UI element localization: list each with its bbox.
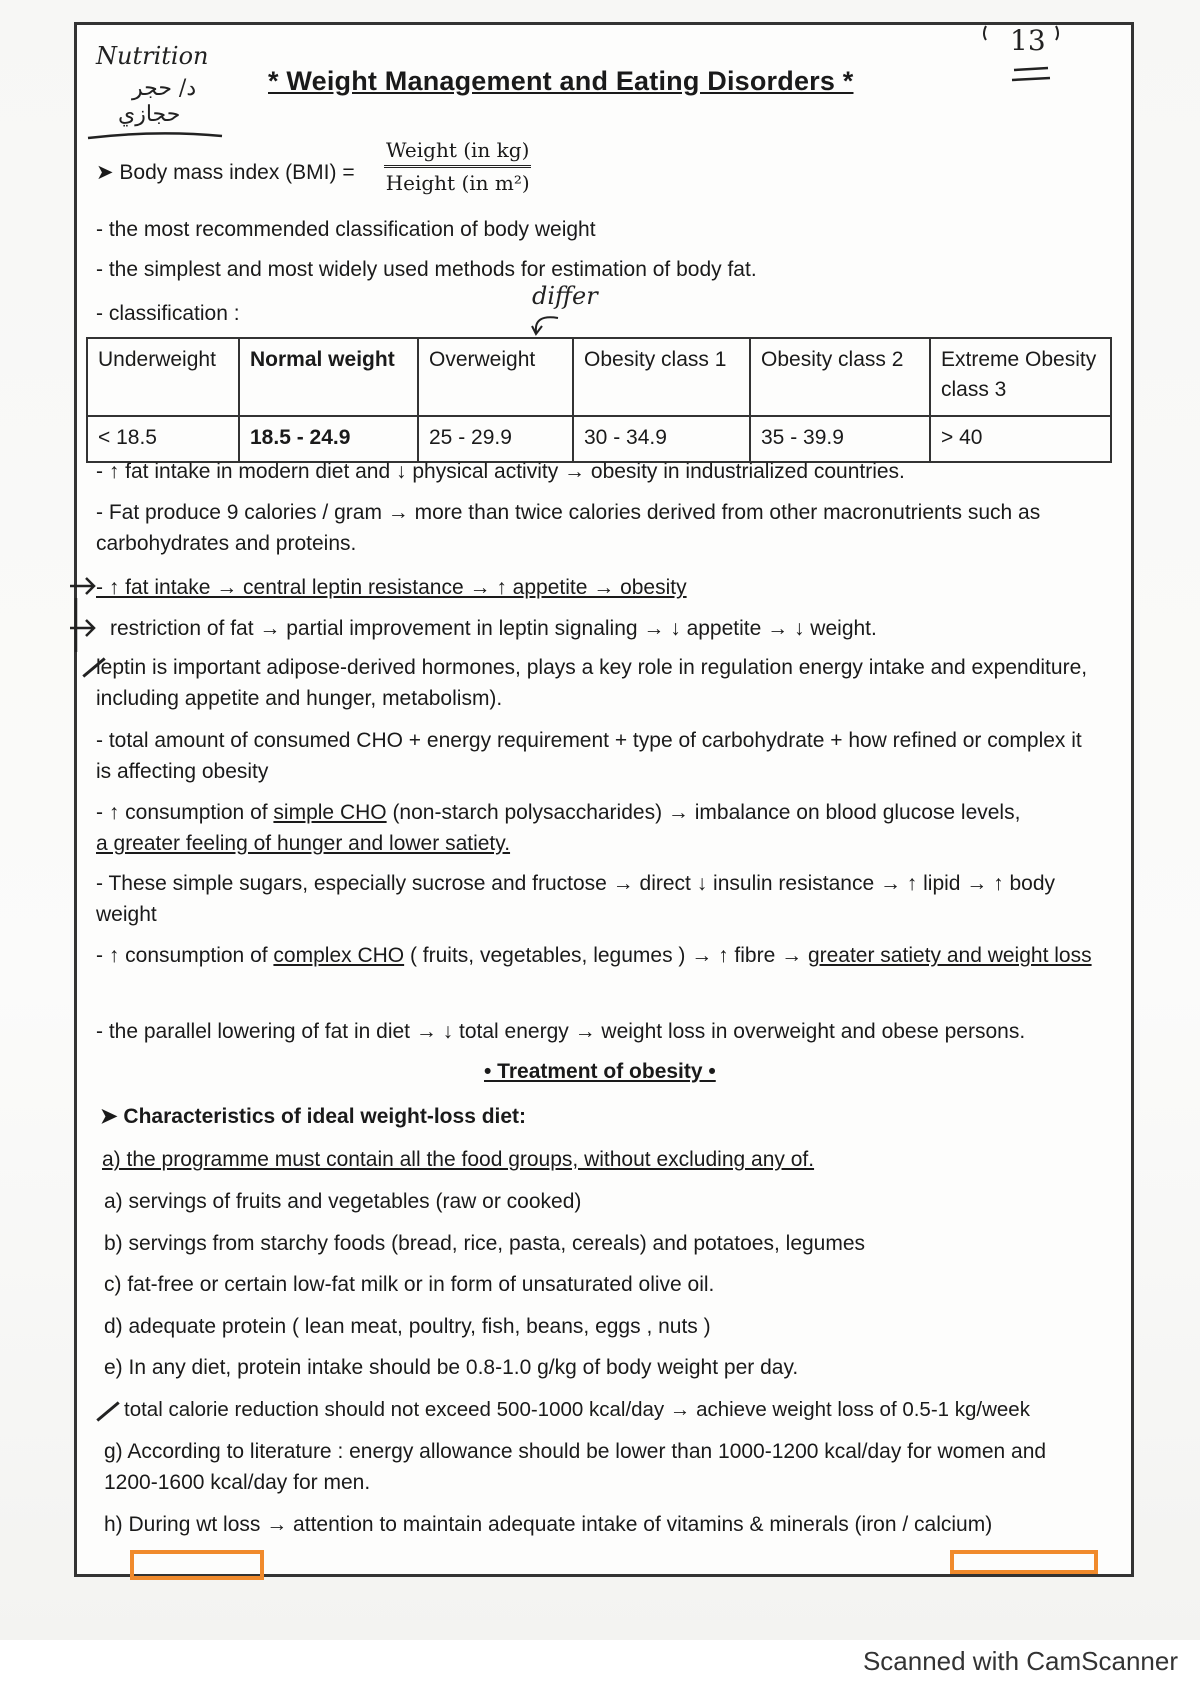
simple-cho-text-1: - ↑ consumption of [96,801,274,824]
handwritten-arabic-note-2: حجازي [118,102,181,127]
bmi-label: ➤ Body mass index (BMI) = [96,161,355,184]
handwritten-underline [86,128,226,142]
value-overweight: 25 - 29.9 [418,416,573,462]
treatment-heading: • Treatment of obesity • [484,1060,716,1083]
treatment-subheading: ➤ Characteristics of ideal weight-loss diet: [100,1105,527,1128]
header-extreme-obesity: Extreme Obesity class 3 [930,338,1111,416]
header-obesity-class-1: Obesity class 1 [573,338,750,416]
value-obesity-class-1: 30 - 34.9 [573,416,750,462]
intro-line-3: - classification : [96,302,240,325]
value-underweight: < 18.5 [87,416,239,462]
point-complex-cho [96,940,1096,971]
point-leptin-resistance: - ↑ fat intake → central leptin resistance → ↑ appetite → obesity [96,576,687,599]
bmi-fraction [384,138,531,195]
diet-item-g: g) According to literature : energy allowance should be lower than 1000-1200 kcal/day for women and 1200-1600 kcal/day for men. [104,1440,1047,1494]
point-total-cho: - total amount of consumed CHO + energy requirement + type of carbohydrate + how refined or complex it is affecting obesity [96,729,1082,783]
bmi-classification-table [86,337,1112,463]
handwritten-differ-note: differ [532,282,598,310]
point-simple-sugars: - These simple sugars, especially sucrose and fructose → direct ↓ insulin resistance → ↑ lipid → ↑ body weight [96,872,1056,926]
handwritten-nutrition-note: Nutrition [96,42,209,70]
highlight-box-left [130,1550,264,1580]
diet-item-h: h) During wt loss → attention to maintain adequate intake of vitamins & minerals (iron / calcium) [104,1513,993,1536]
bmi-denominator: Height (in m²) [385,171,530,195]
complex-cho-effect: greater satiety and weight loss [807,944,1092,967]
diet-item-a: a) servings of fruits and vegetables (raw or cooked) [104,1190,582,1213]
point-leptin-hormone: leptin is important adipose-derived hormones, plays a key role in regulation energy intake and expenditure, including appetite and hunger, metabolism). [96,656,1088,710]
point-fat-calories: - Fat produce 9 calories / gram → more than twice calories derived from other macronutrients such as carbohydrates and proteins. [96,501,1041,555]
bmi-numerator: Weight (in kg) [384,138,531,168]
table-header-row [87,338,1111,416]
value-obesity-class-2: 35 - 39.9 [750,416,930,462]
treatment-intro: a) the programme must contain all the food groups, without excluding any of. [102,1148,815,1171]
simple-cho-term: simple CHO [273,801,387,824]
page-number-marks [978,22,1068,88]
header-overweight: Overweight [418,338,573,416]
diet-item-f: total calorie reduction should not exceed 500-1000 kcal/day → achieve weight loss of 0.5-1 kg/week [124,1398,1030,1421]
point-lowering-fat: - the parallel lowering of fat in diet → ↓ total energy → weight loss in overweight and obese persons. [96,1020,1026,1043]
diet-item-d: d) adequate protein ( lean meat, poultry, fish, beans, eggs , nuts ) [104,1315,711,1338]
intro-line-2: - the simplest and most widely used methods for estimation of body fat. [96,258,757,281]
value-normal-weight: 18.5 - 24.9 [239,416,418,462]
simple-cho-text-2: (non-starch polysaccharides) → imbalance on blood glucose levels, [386,801,1021,824]
diet-item-b: b) servings from starchy foods (bread, rice, pasta, cereals) and potatoes, legumes [104,1232,866,1255]
simple-cho-effect: a greater feeling of hunger and lower satiety. [96,832,511,855]
complex-cho-text-2: ( fruits, vegetables, legumes ) → ↑ fibre → [404,944,808,967]
intro-line-1: - the most recommended classification of body weight [96,218,596,241]
value-extreme-obesity: > 40 [930,416,1111,462]
differ-arrow-icon [528,312,568,338]
point-simple-cho [96,797,1096,859]
header-obesity-class-2: Obesity class 2 [750,338,930,416]
page-number: 13 [1010,24,1046,57]
point-fat-restriction: restriction of fat → partial improvement in leptin signaling → ↓ appetite → ↓ weight. [110,617,877,640]
page-title: * Weight Management and Eating Disorders * [268,66,854,96]
table-values-row [87,416,1111,462]
diet-item-e: e) In any diet, protein intake should be 0.8-1.0 g/kg of body weight per day. [104,1356,799,1379]
point-fat-intake: - ↑ fat intake in modern diet and ↓ physical activity → obesity in industrialized countries. [96,460,905,483]
complex-cho-text-1: - ↑ consumption of [96,944,274,967]
header-normal-weight: Normal weight [239,338,418,416]
camscanner-footer: Scanned with CamScanner [862,1646,1178,1676]
highlight-box-right [950,1550,1098,1574]
complex-cho-term: complex CHO [273,944,405,967]
diet-item-c: c) fat-free or certain low-fat milk or in form of unsaturated olive oil. [104,1273,715,1296]
header-underweight: Underweight [87,338,239,416]
handwritten-arabic-note-1: د/ حجر [132,76,197,101]
margin-arrow-icon [66,572,100,662]
